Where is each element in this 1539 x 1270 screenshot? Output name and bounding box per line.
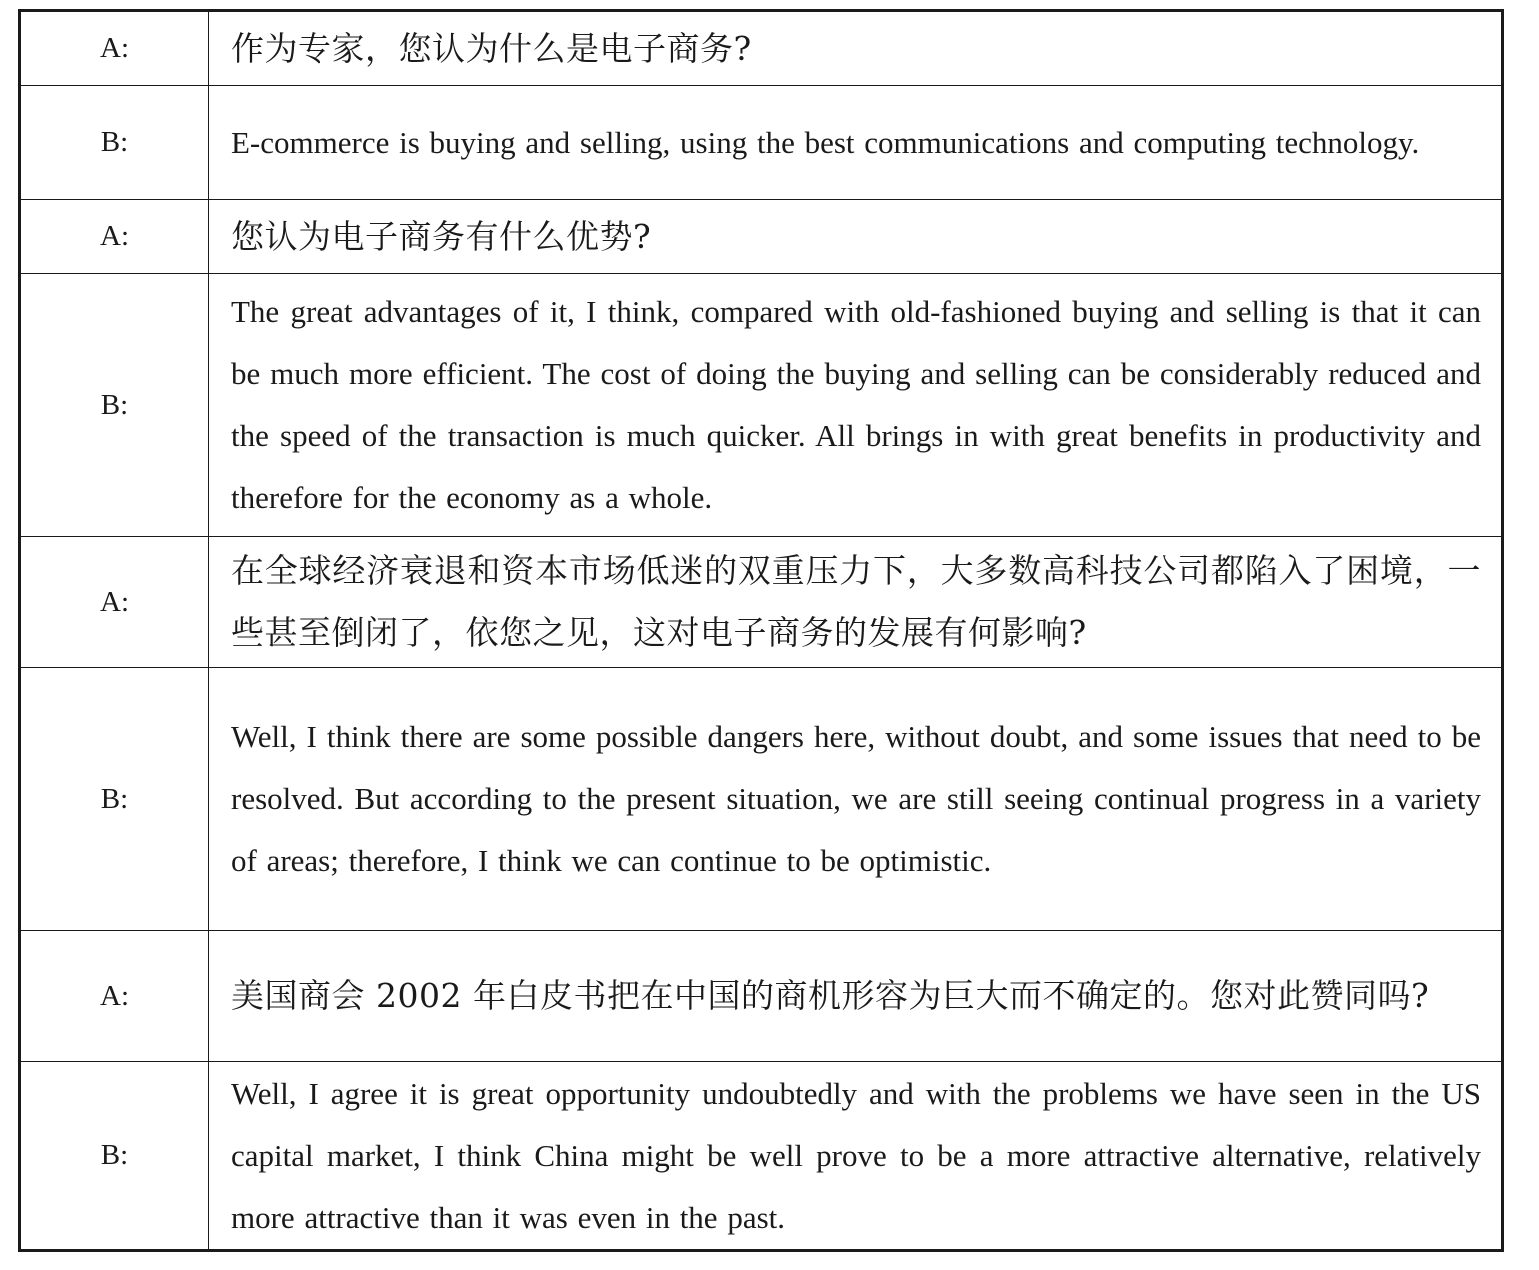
dialogue-text: 您认为电子商务有什么优势? bbox=[209, 200, 1503, 274]
dialogue-text: 美国商会 2002 年白皮书把在中国的商机形容为巨大而不确定的。您对此赞同吗? bbox=[209, 931, 1503, 1062]
speaker-label: B: bbox=[20, 1062, 209, 1251]
dialogue-row bbox=[20, 274, 1503, 537]
dialogue-row bbox=[20, 200, 1503, 274]
dialogue-text: E-commerce is buying and selling, using the best communications and computing technology. bbox=[209, 86, 1503, 200]
dialogue-text: 在全球经济衰退和资本市场低迷的双重压力下，大多数高科技公司都陷入了困境，一些甚至倒闭了，依您之见，这对电子商务的发展有何影响? bbox=[209, 537, 1503, 668]
speaker-label: B: bbox=[20, 668, 209, 931]
dialogue-row bbox=[20, 11, 1503, 86]
dialogue-row bbox=[20, 668, 1503, 931]
speaker-label: A: bbox=[20, 11, 209, 86]
speaker-label: A: bbox=[20, 200, 209, 274]
dialogue-text: The great advantages of it, I think, compared with old-fashioned buying and selling is that it can be much more efficient. The cost of doing the buying and selling can be considerably reduced and the speed of the transaction is much quicker. All brings in with great benefits in productivity and therefore for the economy as a whole. bbox=[209, 274, 1503, 537]
dialogue-row bbox=[20, 537, 1503, 668]
dialogue-row bbox=[20, 1062, 1503, 1251]
dialogue-table bbox=[18, 9, 1504, 1252]
speaker-label: A: bbox=[20, 537, 209, 668]
dialogue-row bbox=[20, 931, 1503, 1062]
dialogue-text: Well, I agree it is great opportunity undoubtedly and with the problems we have seen in the US capital market, I think China might be well prove to be a more attractive alternative, relatively more attractive than it was even in the past. bbox=[209, 1062, 1503, 1251]
dialogue-text: 作为专家，您认为什么是电子商务? bbox=[209, 11, 1503, 86]
speaker-label: B: bbox=[20, 86, 209, 200]
dialogue-row bbox=[20, 86, 1503, 200]
dialogue-text: Well, I think there are some possible dangers here, without doubt, and some issues that need to be resolved. But according to the present situation, we are still seeing continual progress in a variety of areas; therefore, I think we can continue to be optimistic. bbox=[209, 668, 1503, 931]
speaker-label: B: bbox=[20, 274, 209, 537]
speaker-label: A: bbox=[20, 931, 209, 1062]
